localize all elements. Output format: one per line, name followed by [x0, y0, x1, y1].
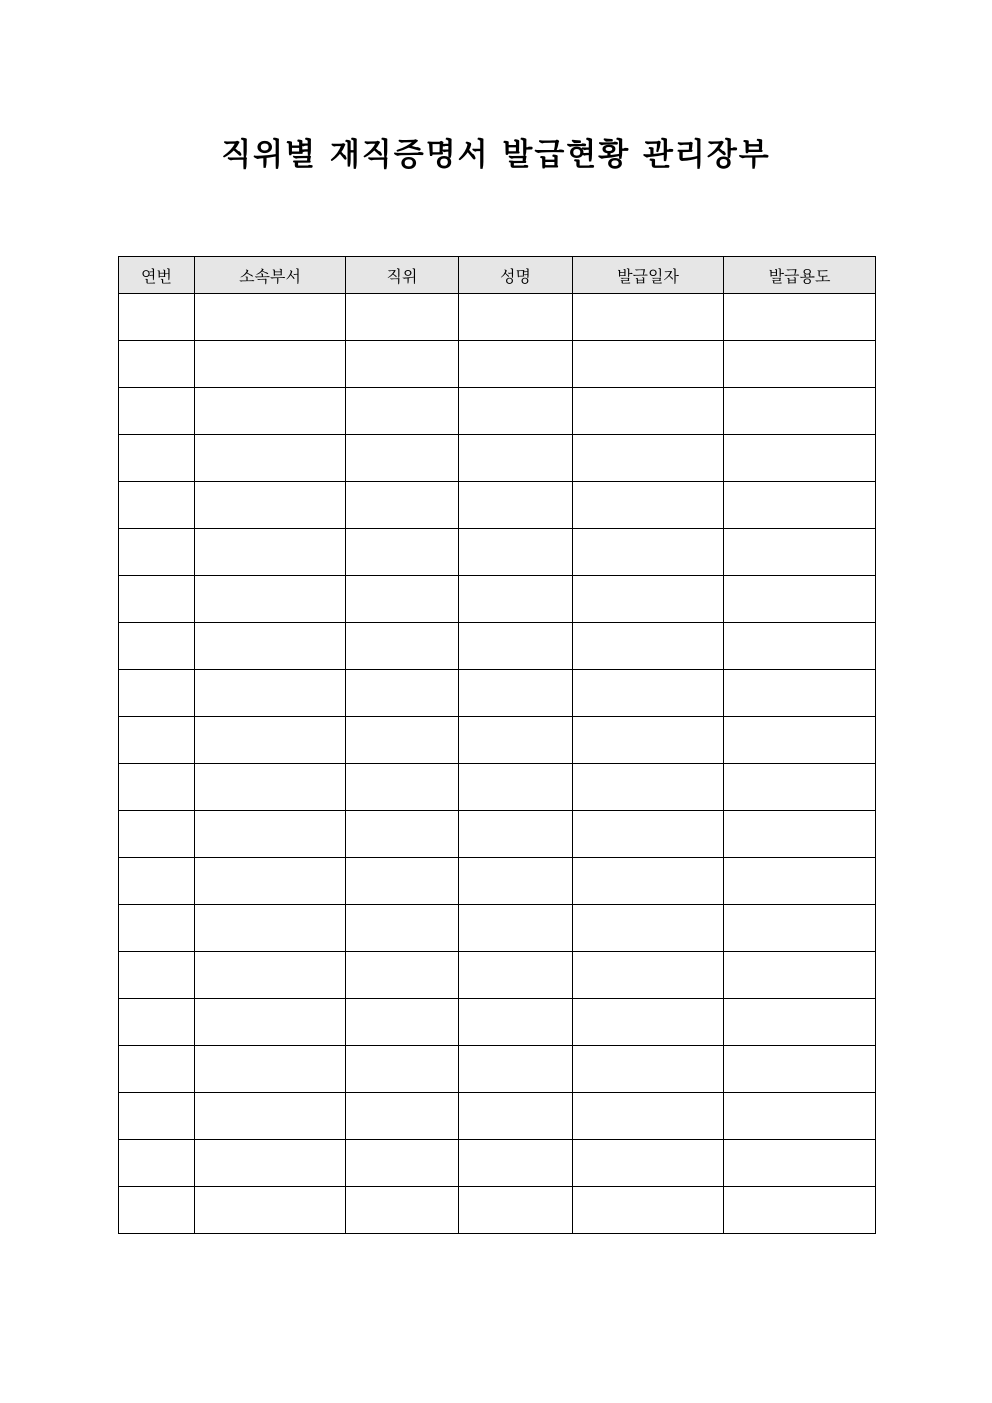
issue-purpose-cell [724, 952, 876, 999]
table-row [119, 341, 876, 388]
issue-date-cell [573, 764, 724, 811]
header-position: 직위 [346, 257, 459, 294]
department-cell [195, 764, 346, 811]
issue-date-cell [573, 435, 724, 482]
table-row [119, 905, 876, 952]
issue-purpose-cell [724, 811, 876, 858]
header-serial-number: 연번 [119, 257, 195, 294]
serial-number-cell [119, 482, 195, 529]
issue-purpose-cell [724, 529, 876, 576]
issue-date-cell [573, 1140, 724, 1187]
position-cell [346, 670, 459, 717]
position-cell [346, 341, 459, 388]
issue-purpose-cell [724, 858, 876, 905]
position-cell [346, 764, 459, 811]
position-cell [346, 388, 459, 435]
serial-number-cell [119, 529, 195, 576]
issue-purpose-cell [724, 294, 876, 341]
issue-date-cell [573, 1187, 724, 1234]
serial-number-cell [119, 1046, 195, 1093]
position-cell [346, 1140, 459, 1187]
position-cell [346, 1046, 459, 1093]
serial-number-cell [119, 576, 195, 623]
serial-number-cell [119, 1093, 195, 1140]
table-row [119, 717, 876, 764]
department-cell [195, 529, 346, 576]
serial-number-cell [119, 435, 195, 482]
issue-date-cell [573, 529, 724, 576]
department-cell [195, 341, 346, 388]
issue-purpose-cell [724, 1187, 876, 1234]
position-cell [346, 576, 459, 623]
table-row [119, 576, 876, 623]
position-cell [346, 999, 459, 1046]
department-cell [195, 999, 346, 1046]
department-cell [195, 905, 346, 952]
name-cell [459, 1140, 573, 1187]
position-cell [346, 1187, 459, 1234]
issue-date-cell [573, 717, 724, 764]
serial-number-cell [119, 294, 195, 341]
issue-date-cell [573, 952, 724, 999]
issue-purpose-cell [724, 999, 876, 1046]
department-cell [195, 670, 346, 717]
table-row [119, 294, 876, 341]
header-issue-date: 발급일자 [573, 257, 724, 294]
department-cell [195, 717, 346, 764]
name-cell [459, 529, 573, 576]
issue-purpose-cell [724, 576, 876, 623]
issue-date-cell [573, 623, 724, 670]
issue-date-cell [573, 858, 724, 905]
issue-date-cell [573, 294, 724, 341]
issue-purpose-cell [724, 670, 876, 717]
department-cell [195, 1187, 346, 1234]
position-cell [346, 905, 459, 952]
header-name: 성명 [459, 257, 573, 294]
issue-date-cell [573, 482, 724, 529]
table-row [119, 1140, 876, 1187]
name-cell [459, 905, 573, 952]
header-issue-purpose: 발급용도 [724, 257, 876, 294]
name-cell [459, 623, 573, 670]
position-cell [346, 811, 459, 858]
department-cell [195, 482, 346, 529]
issue-purpose-cell [724, 1093, 876, 1140]
table-row [119, 482, 876, 529]
name-cell [459, 764, 573, 811]
position-cell [346, 435, 459, 482]
serial-number-cell [119, 388, 195, 435]
issue-purpose-cell [724, 435, 876, 482]
table-row [119, 623, 876, 670]
issue-date-cell [573, 670, 724, 717]
position-cell [346, 623, 459, 670]
name-cell [459, 341, 573, 388]
name-cell [459, 811, 573, 858]
issue-date-cell [573, 811, 724, 858]
issue-date-cell [573, 388, 724, 435]
department-cell [195, 623, 346, 670]
issue-purpose-cell [724, 1046, 876, 1093]
serial-number-cell [119, 1140, 195, 1187]
table-row [119, 1093, 876, 1140]
name-cell [459, 1093, 573, 1140]
name-cell [459, 576, 573, 623]
table-header-row [119, 257, 876, 294]
table-row [119, 388, 876, 435]
table-row [119, 764, 876, 811]
name-cell [459, 952, 573, 999]
name-cell [459, 1046, 573, 1093]
name-cell [459, 1187, 573, 1234]
name-cell [459, 435, 573, 482]
serial-number-cell [119, 341, 195, 388]
department-cell [195, 858, 346, 905]
serial-number-cell [119, 952, 195, 999]
issue-purpose-cell [724, 1140, 876, 1187]
serial-number-cell [119, 623, 195, 670]
name-cell [459, 999, 573, 1046]
serial-number-cell [119, 999, 195, 1046]
table-row [119, 811, 876, 858]
department-cell [195, 1093, 346, 1140]
department-cell [195, 811, 346, 858]
department-cell [195, 435, 346, 482]
issue-date-cell [573, 905, 724, 952]
table-row [119, 1187, 876, 1234]
issue-date-cell [573, 1093, 724, 1140]
issue-purpose-cell [724, 905, 876, 952]
name-cell [459, 858, 573, 905]
table-row [119, 670, 876, 717]
department-cell [195, 388, 346, 435]
name-cell [459, 717, 573, 764]
table-row [119, 529, 876, 576]
issue-purpose-cell [724, 341, 876, 388]
table-row [119, 858, 876, 905]
serial-number-cell [119, 764, 195, 811]
issue-date-cell [573, 999, 724, 1046]
issue-purpose-cell [724, 717, 876, 764]
name-cell [459, 294, 573, 341]
header-department: 소속부서 [195, 257, 346, 294]
position-cell [346, 482, 459, 529]
table-row [119, 1046, 876, 1093]
serial-number-cell [119, 811, 195, 858]
department-cell [195, 294, 346, 341]
name-cell [459, 388, 573, 435]
department-cell [195, 1046, 346, 1093]
position-cell [346, 858, 459, 905]
certificate-ledger-table [118, 256, 876, 1234]
issue-purpose-cell [724, 482, 876, 529]
issue-purpose-cell [724, 764, 876, 811]
page-title: 직위별 재직증명서 발급현황 관리장부 [221, 137, 771, 173]
table-row [119, 435, 876, 482]
position-cell [346, 717, 459, 764]
serial-number-cell [119, 1187, 195, 1234]
issue-date-cell [573, 1046, 724, 1093]
position-cell [346, 1093, 459, 1140]
serial-number-cell [119, 858, 195, 905]
department-cell [195, 952, 346, 999]
serial-number-cell [119, 905, 195, 952]
issue-date-cell [573, 341, 724, 388]
table-row [119, 999, 876, 1046]
department-cell [195, 576, 346, 623]
serial-number-cell [119, 670, 195, 717]
table-row [119, 952, 876, 999]
issue-purpose-cell [724, 388, 876, 435]
issue-date-cell [573, 576, 724, 623]
department-cell [195, 1140, 346, 1187]
name-cell [459, 670, 573, 717]
table-body [119, 294, 876, 1234]
position-cell [346, 294, 459, 341]
serial-number-cell [119, 717, 195, 764]
position-cell [346, 952, 459, 999]
name-cell [459, 482, 573, 529]
position-cell [346, 529, 459, 576]
issue-purpose-cell [724, 623, 876, 670]
